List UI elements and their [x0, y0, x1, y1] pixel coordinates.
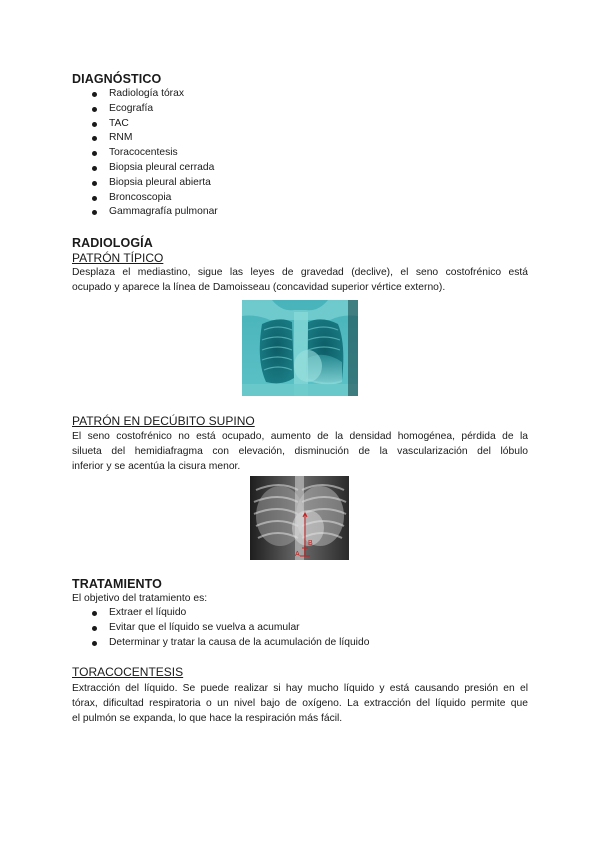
- paragraph-patron-supino: [72, 429, 528, 475]
- list-item: Broncoscopia: [92, 191, 392, 206]
- subheading-toracocentesis: TORACOCENTESIS: [72, 665, 184, 679]
- tratamiento-list: [92, 606, 512, 650]
- tratamiento-intro: El objetivo del tratamiento es:: [72, 593, 208, 604]
- supine-xray-graphic: [250, 476, 349, 560]
- chest-xray-graphic: [242, 300, 358, 396]
- diagnostico-list: [92, 87, 392, 220]
- text-line: Extracción del líquido. Se puede realizar si hay mucho líquido y está causando presión en el: [72, 683, 528, 694]
- chest-xray-image: [242, 300, 358, 396]
- list-item: Determinar y tratar la causa de la acumulación de líquido: [92, 636, 512, 651]
- paragraph-patron-tipico: [72, 265, 528, 295]
- text-line: ocupado y aparece la línea de Damoisseau (concavidad superior vértice externo).: [72, 282, 446, 294]
- list-item: Radiología tórax: [92, 87, 392, 102]
- text-line: inferior y se acentúa la cisura menor.: [72, 461, 241, 473]
- subheading-patron-tipico: PATRÓN TÍPICO: [72, 251, 164, 265]
- annotation-label-b: B: [308, 540, 313, 547]
- text-line: El seno costofrénico no está ocupado, aumento de la densidad homogénea, pérdida de la: [72, 431, 528, 442]
- section-title-diagnostico: DIAGNÓSTICO: [72, 72, 162, 86]
- section-title-radiologia: RADIOLOGÍA: [72, 236, 153, 250]
- list-item: Biopsia pleural cerrada: [92, 161, 392, 176]
- list-item: Gammagrafía pulmonar: [92, 205, 392, 220]
- text-line: tórax, dificultad respiratoria o un nivel bajo de oxígeno. La extracción del líquido permite que: [72, 698, 528, 710]
- section-title-tratamiento: TRATAMIENTO: [72, 577, 162, 591]
- list-item: Extraer el líquido: [92, 606, 512, 621]
- list-item: Toracocentesis: [92, 146, 392, 161]
- list-item: RNM: [92, 131, 392, 146]
- text-line: Desplaza el mediastino, sigue las leyes de gravedad (declive), el seno costofrénico está: [72, 267, 528, 278]
- list-item: Evitar que el líquido se vuelva a acumular: [92, 621, 512, 636]
- text-line: silueta del hemidiafragma con elevación, disminución de la vascularización del lóbulo: [72, 446, 528, 458]
- list-item: TAC: [92, 117, 392, 132]
- annotation-label-a: A: [295, 551, 300, 558]
- list-item: Ecografía: [92, 102, 392, 117]
- list-item: Biopsia pleural abierta: [92, 176, 392, 191]
- text-line: el pulmón se expanda, lo que hace la respiración más fácil.: [72, 713, 343, 725]
- paragraph-toracocentesis: [72, 681, 528, 727]
- supine-xray-image: [250, 476, 349, 560]
- subheading-patron-supino: PATRÓN EN DECÚBITO SUPINO: [72, 414, 255, 428]
